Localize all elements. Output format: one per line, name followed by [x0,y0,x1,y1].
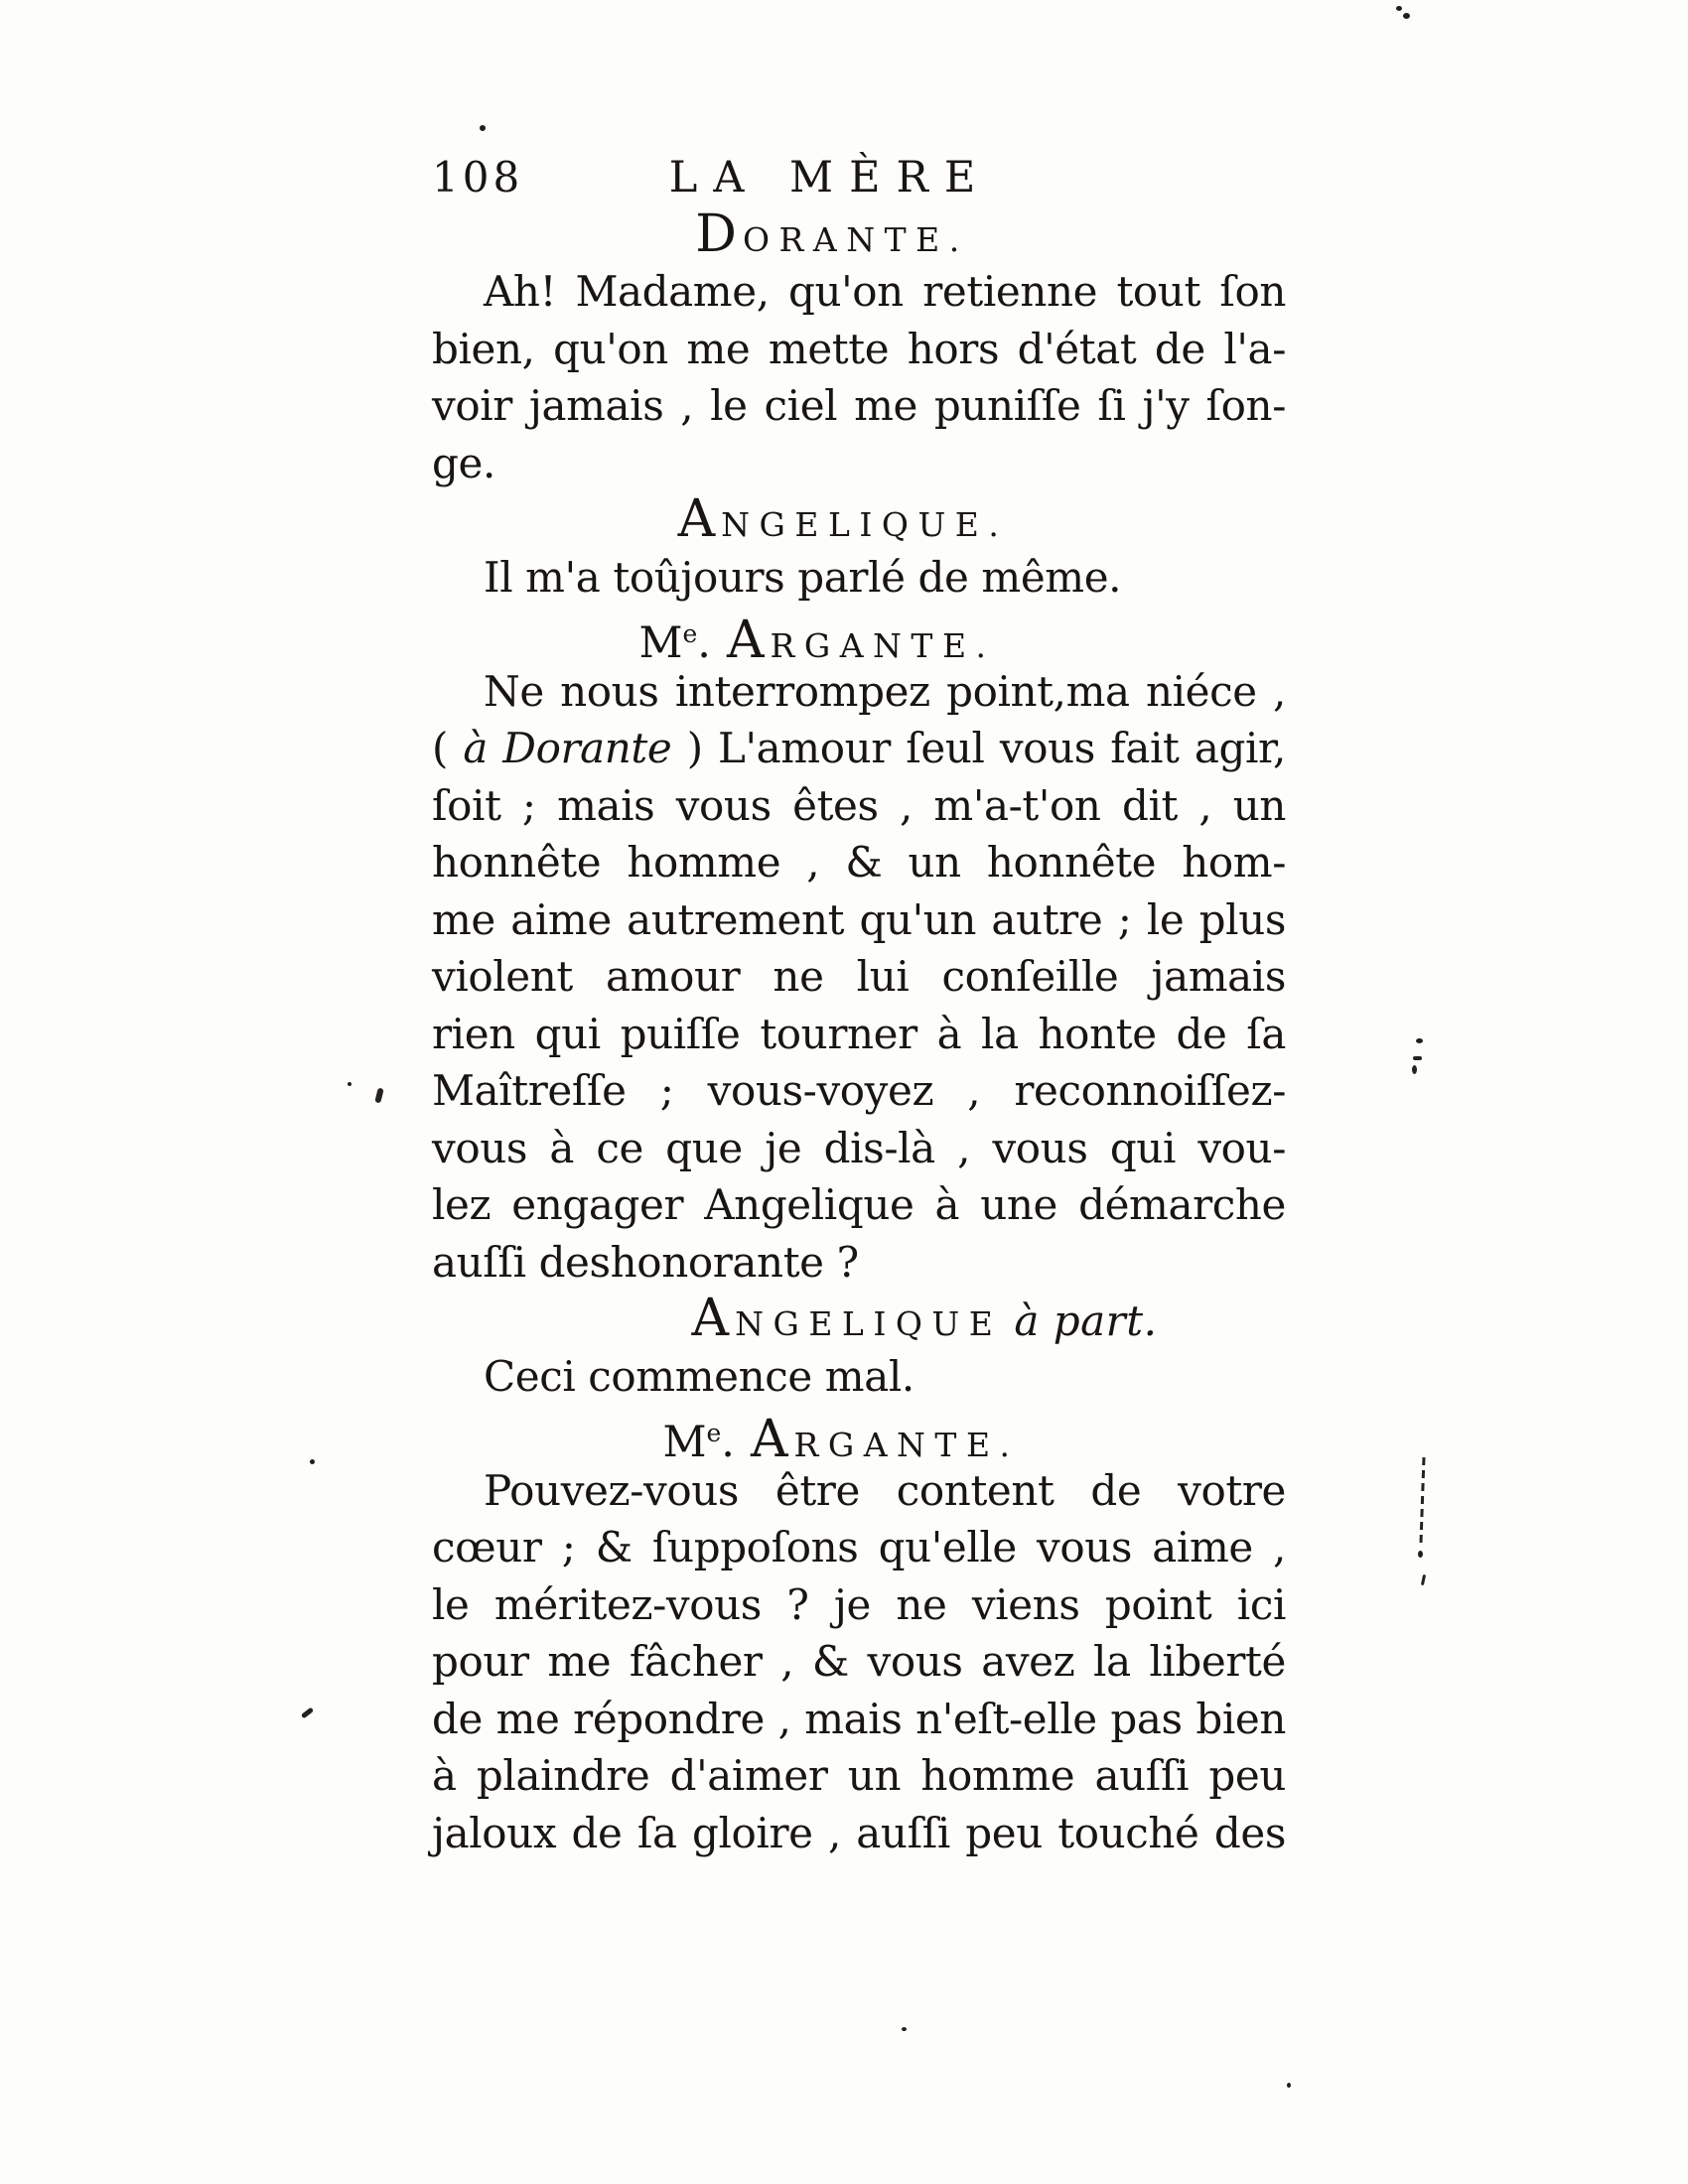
text-line: à plaindre d'aimer un homme auſſi peu [432,1751,1286,1800]
text-line: Ah! Madame, qu'on retienne tout ſon [484,267,1286,316]
speaker-initial: D [695,204,743,264]
text-line: auſſi deshonorante ? [432,1237,859,1287]
text-line: bien, qu'on me mette hors d'état de l'a- [432,324,1286,373]
text-line: pour me fâcher , & vous avez la liberté [432,1637,1286,1686]
running-title: LA MÈRE [668,153,992,203]
ink-speck [1412,1065,1417,1074]
text-line: ſoit ; mais vous êtes , m'a-t'on dit , un [432,780,1286,830]
text-line: violent amour ne lui conſeille jamais [432,952,1286,1001]
speaker-name: ORANTE. [743,219,969,259]
speaker-initial: A [750,1410,794,1469]
ink-speck [1396,6,1402,11]
speaker-prefix-dot: . [721,1418,735,1467]
speaker-name: NGELIQUE [735,1304,1003,1343]
text-line: lez engager Angelique à une démarche [432,1180,1286,1229]
text-line: me aime autrement qu'un autre ; le plus [432,894,1286,944]
text-line: ge. [432,438,495,487]
stage-direction: à Dorante [463,724,672,772]
ink-speck [1403,13,1410,19]
text-line: rien qui puiſſe tourner à la honte de ſa [432,1009,1286,1058]
speaker-prefix: M [638,618,683,668]
ink-speck [348,1082,352,1086]
speaker-heading-dorante [405,206,1259,264]
speaker-heading-angelique [416,491,1270,549]
dialogue-paragraph [432,263,1286,491]
text-column [432,149,1286,1861]
text-line: vous à ce que je dis-là , vous qui vou- [432,1123,1286,1172]
speaker-heading-angelique-aside [497,1291,1351,1348]
ink-speck [1413,1056,1422,1060]
speaker-name: RGANTE. [793,1426,1020,1464]
text-line: Ceci commence mal. [484,1351,914,1401]
text-line [432,720,1286,777]
text-segment: ( [432,724,464,772]
text-line: Il m'a toûjours parlé de même. [484,552,1122,602]
dialogue-paragraph [432,663,1286,1292]
text-line: Maîtreſſe ; vous-voyez , reconnoiſſez- [432,1066,1286,1115]
speaker-prefix-superscript: e [706,1419,722,1447]
ink-speck [374,1087,383,1103]
speaker-prefix-superscript: e [682,619,698,648]
speaker-heading-argante-2 [414,1405,1268,1469]
text-line: Pouvez-vous être content de votre [484,1465,1286,1515]
ink-speck [1287,2083,1291,2088]
speaker-prefix: M [662,1418,707,1467]
speaker-initial: A [677,489,722,549]
speaker-initial: A [691,1289,736,1348]
dialogue-paragraph [432,549,1286,607]
ink-speck [1421,1574,1426,1585]
speaker-initial: A [726,611,771,670]
text-line: cœur ; & ſuppoſons qu'elle vous aime , [432,1523,1286,1571]
page-header [432,149,1286,206]
text-line: Ne nous interrompez point,ma niéce , [484,666,1286,716]
text-line: honnête homme , & un honnête hom- [432,838,1286,887]
ink-speck [1418,1551,1423,1558]
dialogue-paragraph [432,1348,1286,1406]
speaker-name: RGANTE. [770,626,996,665]
text-segment: ) L'amour ſeul vous fait agir, [671,724,1287,772]
margin-mark [1420,1457,1426,1543]
text-line: jaloux de ſa gloire , auſſi peu touché des [432,1808,1286,1857]
ink-speck [902,2027,907,2031]
page-number: 108 [432,153,524,202]
speaker-prefix-dot: . [697,618,711,668]
ink-speck [301,1707,314,1719]
ink-speck [310,1459,315,1464]
speaker-name: NGELIQUE. [721,505,1009,544]
text-line: de me répondre , mais n'eſt-elle pas bien [432,1694,1286,1743]
stage-direction: à part. [1014,1297,1158,1345]
ink-speck [480,125,486,131]
text-line: le méritez-vous ? je ne viens point ici [432,1579,1286,1629]
text-line: voir jamais , le ciel me puniſſe ſi j'y ſon- [432,381,1286,430]
dialogue-paragraph [432,1462,1286,1862]
speaker-heading-argante [390,606,1244,670]
ink-speck [1416,1038,1423,1043]
